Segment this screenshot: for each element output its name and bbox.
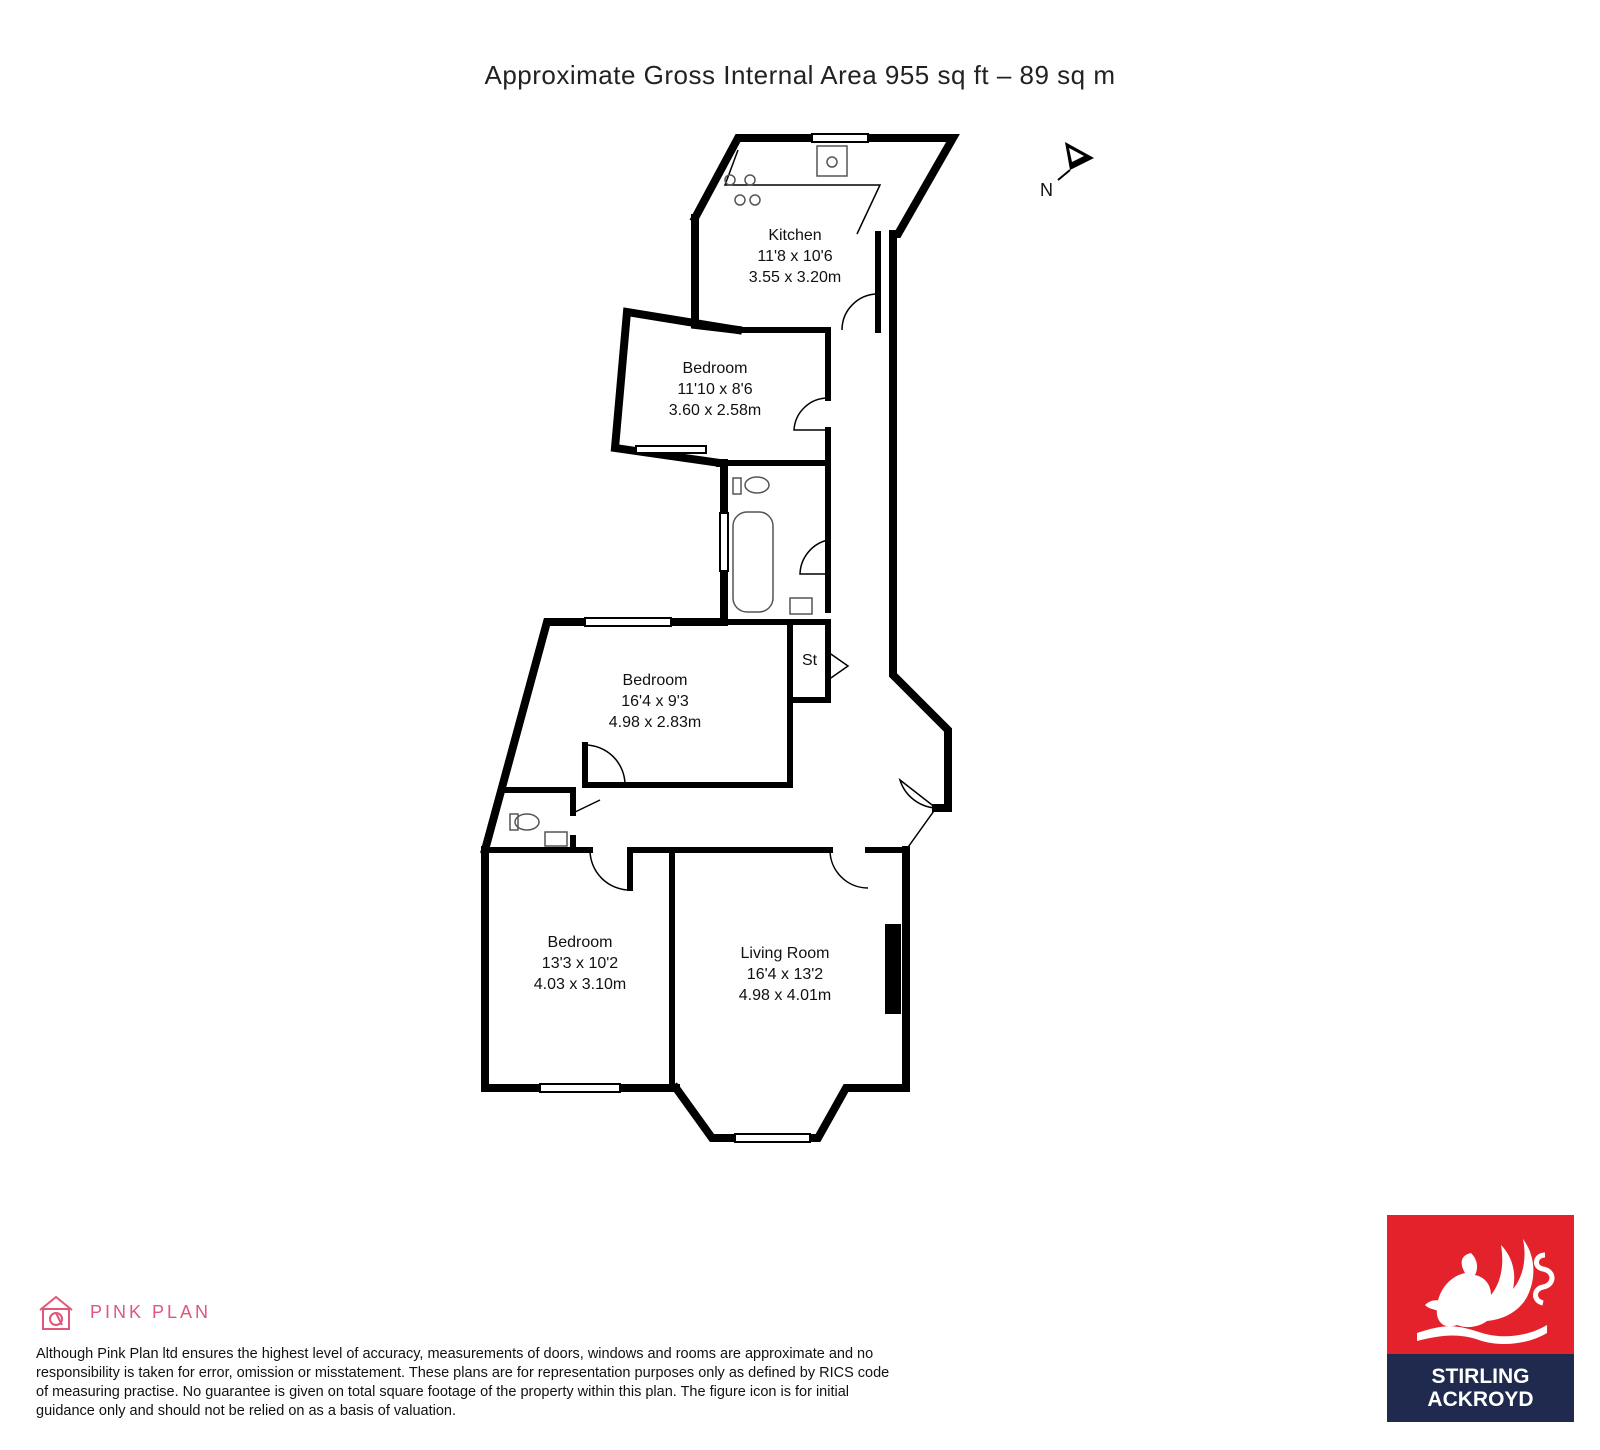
kitchen-door — [842, 294, 878, 330]
bathroom-window — [720, 513, 728, 571]
pink-plan-house-icon — [36, 1292, 76, 1332]
room-imperial: 16'4 x 13'2 — [746, 966, 824, 983]
room-metric: 3.60 x 2.58m — [668, 402, 762, 419]
disclaimer-text: Although Pink Plan ltd ensures the highest level of accuracy, measurements of doors, windows and rooms are approximate and no responsibility is taken for error, omission or misstatement. These plans are for representation purposes only as defined by RICS code of measuring practise. No guarantee is given on total square footage of the property within this plan. The figure icon is for initial guidance only and should not be relied on as a basis of valuation. — [36, 1346, 890, 1419]
room-bedroom-middle — [570, 670, 740, 733]
bedroom-bottom-door — [590, 850, 630, 890]
room-bedroom-bottom — [495, 932, 665, 995]
page-title: Approximate Gross Internal Area 955 sq ft – 89 sq m — [484, 60, 1116, 90]
griffin-icon — [1387, 1215, 1574, 1354]
room-name: Bedroom — [682, 360, 748, 377]
room-metric: 4.03 x 3.10m — [533, 976, 627, 993]
room-name: Bedroom — [622, 672, 688, 689]
bath-icon — [733, 512, 773, 612]
room-name: Living Room — [740, 945, 830, 962]
room-bedroom-top — [630, 358, 800, 421]
room-name: Bedroom — [547, 934, 613, 951]
room-kitchen — [710, 225, 880, 288]
bedroom-top-window — [636, 446, 706, 453]
room-metric: 4.98 x 2.83m — [608, 714, 702, 731]
room-living — [700, 943, 870, 1006]
bedroom-bottom-window — [540, 1084, 620, 1092]
wc-door — [573, 800, 600, 813]
compass-label: N — [1040, 180, 1053, 200]
agent-name — [1387, 1354, 1574, 1422]
compass-icon — [1058, 142, 1094, 180]
room-metric: 4.98 x 4.01m — [738, 987, 832, 1004]
basin-icon — [790, 598, 812, 614]
toilet-icon — [745, 477, 769, 493]
entrance-door — [900, 780, 936, 850]
kitchen-worktop — [725, 150, 880, 234]
pink-plan-brand — [36, 1290, 211, 1334]
bedroom-middle-window — [585, 618, 671, 626]
pink-plan-text: PINK PLAN — [90, 1301, 212, 1322]
room-imperial: 13'3 x 10'2 — [541, 955, 619, 972]
sink-icon — [817, 146, 847, 176]
room-imperial: 16'4 x 9'3 — [621, 693, 689, 710]
chimney-breast — [886, 925, 900, 1013]
griffin-emblem — [1387, 1215, 1574, 1354]
kitchen-window — [812, 134, 868, 142]
bay-window-front — [735, 1134, 810, 1142]
room-imperial: 11'10 x 8'6 — [677, 381, 753, 398]
room-metric: 3.55 x 3.20m — [748, 269, 842, 286]
agent-name-line2: ACKROYD — [1427, 1388, 1534, 1411]
agent-name-line1: STIRLING — [1431, 1365, 1530, 1388]
bathroom-door — [800, 540, 828, 574]
stirling-ackroyd-logo — [1387, 1215, 1574, 1422]
bedroom-middle-door — [585, 745, 625, 785]
room-imperial: 11'8 x 10'6 — [757, 248, 833, 265]
room-name: Kitchen — [768, 227, 822, 244]
room-store: St — [802, 652, 818, 669]
living-door — [830, 850, 868, 888]
